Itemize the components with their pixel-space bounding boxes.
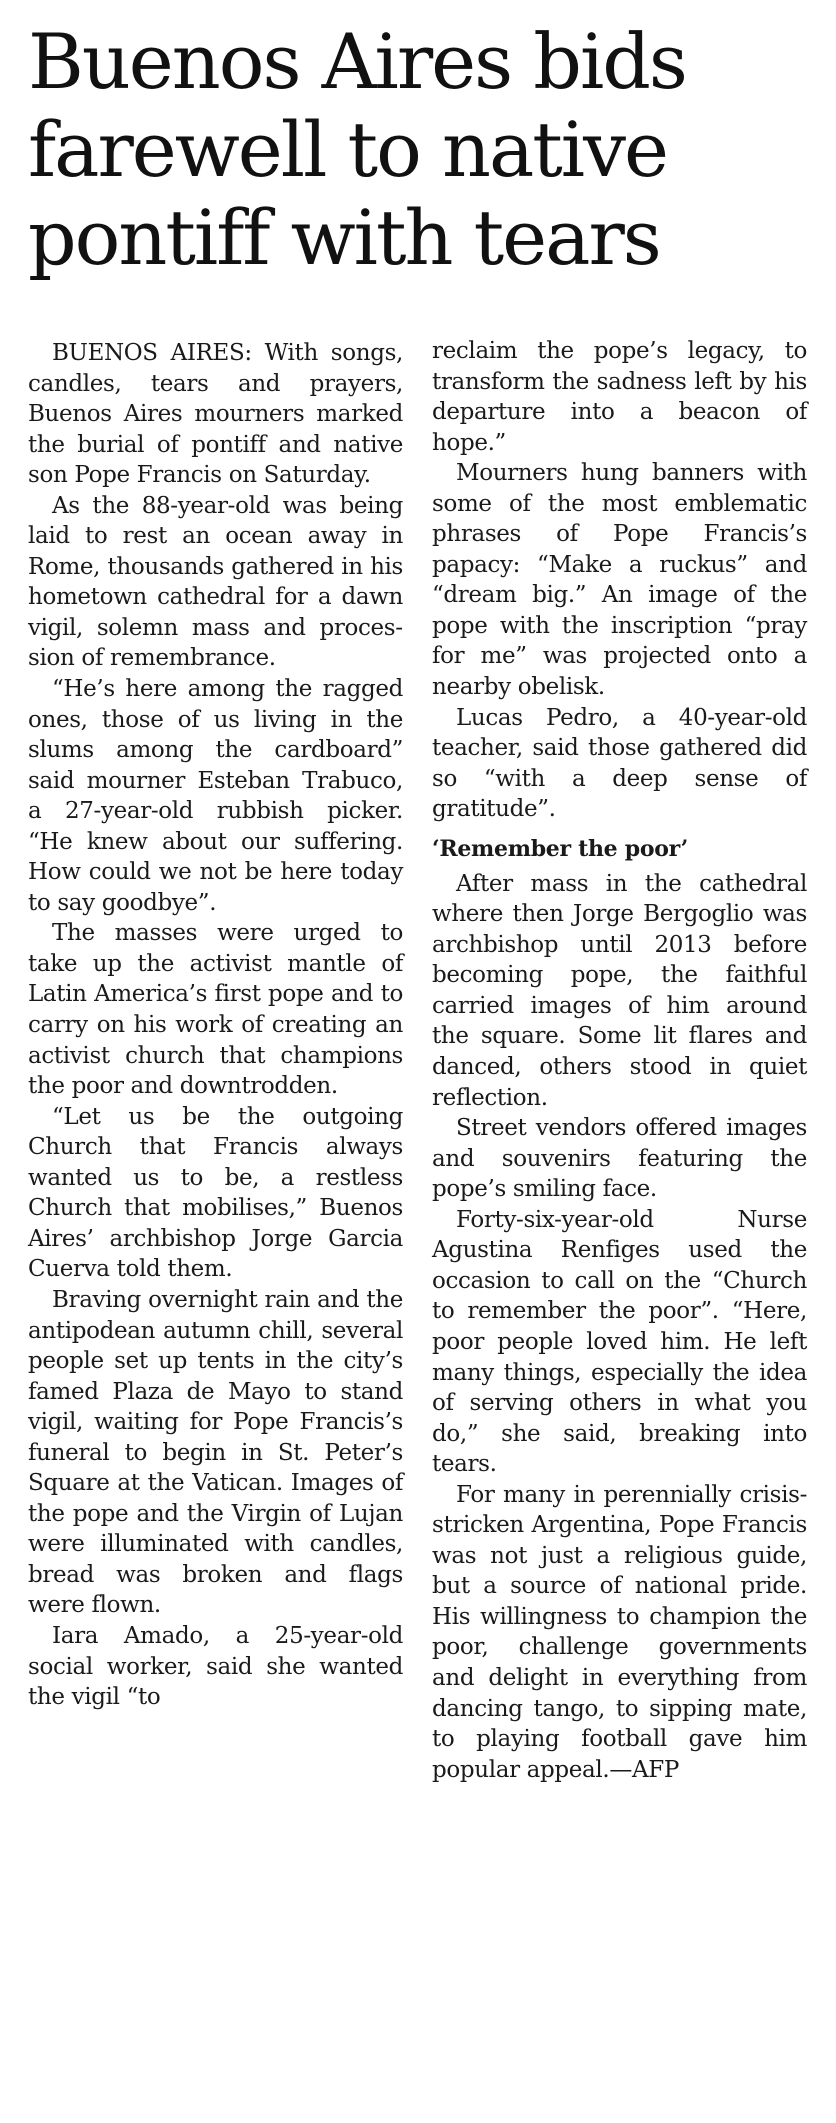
paragraph: The masses were urged to take up the activist mantle of Latin America’s first pope and to carry on his work of creating an activist church that champions the poor and downtrodden. [28,920,403,1100]
paragraph: Mourners hung banners with some of the most emblematic phrases of Pope Francis’s papacy: “Make a ruckus” and “dream big.” An image of the pope with the inscription “pray for me” was projected onto a nearby obelisk. [432,460,807,701]
paragraph: Street vendors offered images and souvenirs featuring the pope’s smiling face. [432,1115,807,1203]
paragraph-quote: “Let us be the outgoing Church that Francis always wanted us to be, a restless Church that mobilises,” Buenos Aires’ archbishop Jorge Garcia Cuerva told them. [28,1103,403,1283]
paragraph: After mass in the cathedral where then Jorge Bergoglio was archbishop until 2013 before becoming pope, the faithful carried images of him around the square. Some lit flares and danced, others stood in quiet reflection. [432,870,807,1111]
headline: Buenos Aires bids farewell to native pontiff with tears [28,17,686,282]
paragraph-quote: “He’s here among the ragged ones, those of us living in the slums among the cardboard” said mourner Esteban Trabuco, a 27-year-old rubbish picker. “He knew about our suffering. How could we not be here today to say goodbye”. [28,676,403,916]
paragraph-closing: For many in perennially crisis-stricken Argentina, Pope Francis was not just a religious guide, but a source of national pride. His willingness to champion the poor, challenge governments and delight in everything from dancing tango, to sipping mate, to playing football gave him popular appeal.—AFP [432,1481,807,1783]
article-column-left [28,338,403,1713]
paragraph-continued: reclaim the pope’s legacy, to transform the sadness left by his departure into a beacon of hope.” [432,338,807,456]
paragraph: As the 88-year-old was being laid to rest an ocean away in Rome, thousands gathered in his hometown cathedral for a dawn vigil, solemn mass and procession of remembrance. [28,492,403,672]
paragraph-dateline: BUENOS AIRES: With songs, candles, tears and prayers, Buenos Aires mourners marked the burial of pontiff and native son Pope Francis on Saturday. [28,340,403,489]
subheading: ‘Remember the poor’ [432,835,689,862]
article-column-right [432,336,807,1785]
paragraph: Braving overnight rain and the antipodean autumn chill, several people set up tents in the city’s famed Plaza de Mayo to stand vigil, waiting for Pope Francis’s funeral to begin in St. Peter’s Square at the Vatican. Images of the pope and the Virgin of Lujan were illuminated with candles, bread was broken and flags were flown. [28,1286,403,1619]
paragraph: Iara Amado, a 25-year-old social worker, said she wanted the vigil “to [28,1622,403,1711]
paragraph: Lucas Pedro, a 40-year-old teacher, said those gathered did so “with a deep sense of gratitude”. [432,704,807,823]
paragraph-quote: Forty-six-year-old Nurse Agustina Renfiges used the occasion to call on the “Church to remember the poor”. “Here, poor people loved him. He left many things, especially the idea of serving others in what you do,” she said, breaking into tears. [432,1206,807,1478]
